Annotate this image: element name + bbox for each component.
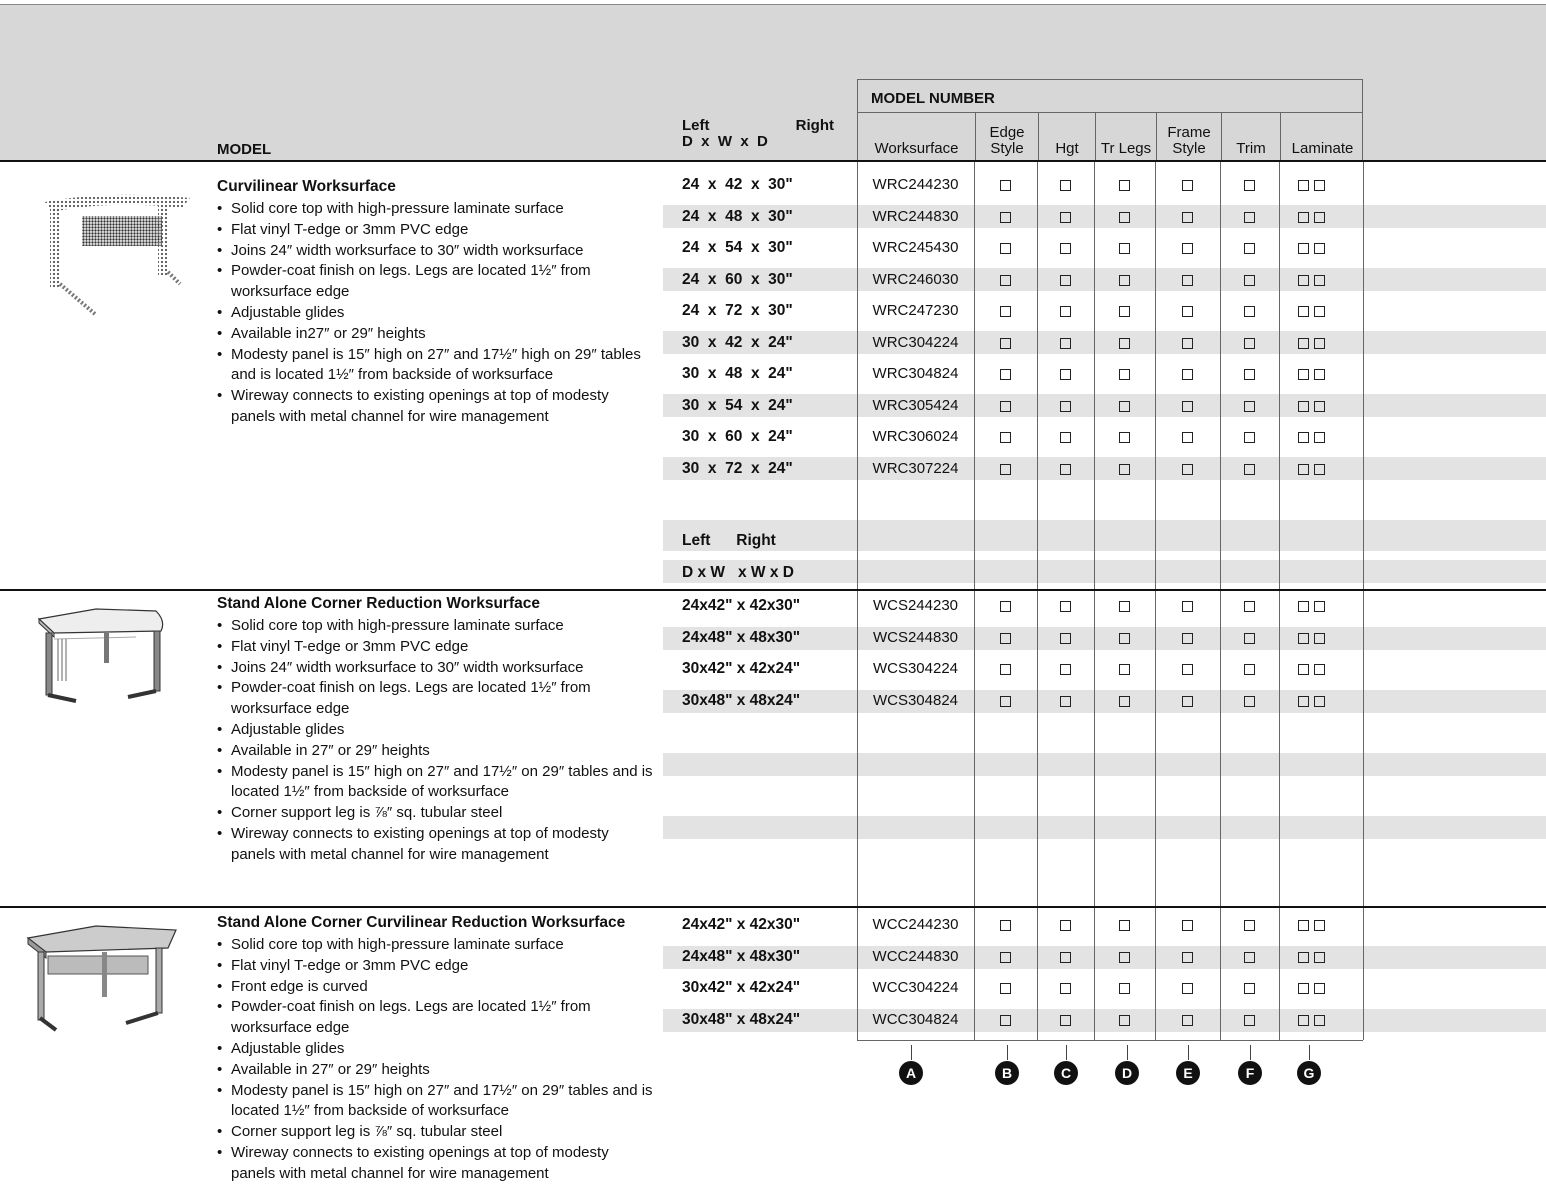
option-checkbox[interactable] [1119,633,1130,644]
laminate-checkbox[interactable] [1298,633,1309,644]
option-checkbox[interactable] [1119,601,1130,612]
option-checkbox[interactable] [1000,1015,1011,1026]
option-checkbox[interactable] [1060,1015,1071,1026]
laminate-checkbox[interactable] [1298,243,1309,254]
dims-right-label: Right [795,117,834,134]
row-stripe [663,331,1546,354]
column-line [1037,160,1038,1040]
option-checkbox[interactable] [1119,952,1130,963]
row-stripe [663,753,1546,776]
option-checkbox[interactable] [1182,180,1193,191]
laminate-checkbox[interactable] [1314,306,1325,317]
laminate-checkbox[interactable] [1314,601,1325,612]
option-checkbox[interactable] [1244,633,1255,644]
model-column-label: MODEL [217,141,272,158]
option-checkbox[interactable] [1000,180,1011,191]
model-number: WRC306024 [872,428,959,445]
option-checkbox[interactable] [1000,983,1011,994]
option-checkbox[interactable] [1000,952,1011,963]
section-title: Stand Alone Corner Reduction Worksurface [217,595,540,612]
option-checkbox[interactable] [1060,664,1071,675]
section-title: Stand Alone Corner Curvilinear Reduction Worksurface [217,914,626,931]
option-checkbox[interactable] [1244,664,1255,675]
option-checkbox[interactable] [1182,1015,1193,1026]
laminate-checkbox[interactable] [1314,369,1325,380]
model-number: WCS304824 [872,692,959,709]
laminate-checkbox[interactable] [1298,401,1309,412]
feature-item: • Corner support leg is ⅞″ sq. tubular steel [217,803,657,824]
feature-item: • Powder-coat finish on legs. Legs are located 1½″ from worksurface edge [217,678,657,720]
option-checkbox[interactable] [1000,369,1011,380]
feature-item: • Powder-coat finish on legs. Legs are located 1½″ from worksurface edge [217,261,657,303]
column-marker-b: B [995,1061,1019,1085]
model-number: WCC304824 [872,1011,959,1028]
laminate-checkbox[interactable] [1298,369,1309,380]
feature-item: • Flat vinyl T-edge or 3mm PVC edge [217,956,657,977]
feature-item: • Adjustable glides [217,1039,657,1060]
dimension-label: 30x48" x 48x24" [682,692,801,709]
dimension-label: 24 x 60 x 30" [682,271,793,288]
feature-item: • Available in27″ or 29″ heights [217,324,657,345]
column-header: Trim [1221,113,1280,161]
row-stripe [663,205,1546,228]
column-line [1363,160,1364,1040]
feature-item: • Wireway connects to existing openings at top of modesty panels with metal channel for wire management [217,824,657,866]
option-checkbox[interactable] [1119,1015,1130,1026]
option-checkbox[interactable] [1244,306,1255,317]
option-checkbox[interactable] [1000,601,1011,612]
feature-item: • Joins 24″ width worksurface to 30″ width worksurface [217,658,657,679]
model-number: WRC307224 [872,460,959,477]
feature-item: • Joins 24″ width worksurface to 30″ width worksurface [217,241,657,262]
row-stripe [663,457,1546,480]
dimension-label: 24x42" x 42x30" [682,597,801,614]
option-checkbox[interactable] [1060,369,1071,380]
section-divider [0,160,1546,162]
dims-formula: D x W x D [682,133,768,150]
option-checkbox[interactable] [1000,696,1011,707]
option-checkbox[interactable] [1000,432,1011,443]
option-checkbox[interactable] [1182,983,1193,994]
column-marker-g: G [1297,1061,1321,1085]
feature-item: • Wireway connects to existing openings at top of modesty panels with metal channel for wire management [217,386,657,428]
column-line [1220,160,1221,1040]
option-checkbox[interactable] [1119,243,1130,254]
laminate-checkbox[interactable] [1314,920,1325,931]
option-checkbox[interactable] [1119,306,1130,317]
option-checkbox[interactable] [1060,338,1071,349]
feature-item: • Modesty panel is 15″ high on 27″ and 17½″ on 29″ tables and is located 1½″ from backside of worksurface [217,762,657,804]
feature-item: • Solid core top with high-pressure laminate surface [217,199,657,220]
option-checkbox[interactable] [1060,601,1071,612]
feature-item: • Flat vinyl T-edge or 3mm PVC edge [217,637,657,658]
column-marker-a: A [899,1061,923,1085]
option-checkbox[interactable] [1060,306,1071,317]
laminate-checkbox[interactable] [1314,212,1325,223]
laminate-checkbox[interactable] [1314,983,1325,994]
marker-tick [1250,1045,1251,1060]
row-stripe [663,394,1546,417]
laminate-checkbox[interactable] [1298,664,1309,675]
feature-item: • Powder-coat finish on legs. Legs are located 1½″ from worksurface edge [217,997,657,1039]
dimension-label: 30x42" x 42x24" [682,979,801,996]
feature-list [217,199,657,428]
option-checkbox[interactable] [1182,338,1193,349]
dimension-label: 30 x 42 x 24" [682,334,793,351]
option-checkbox[interactable] [1119,212,1130,223]
column-line [974,160,975,1040]
laminate-checkbox[interactable] [1314,275,1325,286]
option-checkbox[interactable] [1060,243,1071,254]
feature-item: • Modesty panel is 15″ high on 27″ and 17½″ on 29″ tables and is located 1½″ from backside of worksurface [217,1081,657,1123]
option-checkbox[interactable] [1244,920,1255,931]
marker-tick [1309,1045,1310,1060]
option-checkbox[interactable] [1182,952,1193,963]
column-header: Edge Style [975,113,1038,161]
feature-item: • Wireway connects to existing openings at top of modesty panels with metal channel for wire management [217,1143,657,1185]
model-number: WRC244230 [872,176,959,193]
dimension-label: 24 x 48 x 30" [682,208,793,225]
option-checkbox[interactable] [1182,633,1193,644]
option-checkbox[interactable] [1244,983,1255,994]
feature-list [217,616,657,866]
marker-tick [1127,1045,1128,1060]
section-title: Curvilinear Worksurface [217,178,396,195]
laminate-checkbox[interactable] [1314,1015,1325,1026]
dimension-label: 24x48" x 48x30" [682,948,801,965]
dims-subheader-formula: D x W x W x D [682,564,794,581]
option-checkbox[interactable] [1060,180,1071,191]
column-headers [857,112,1363,160]
column-line [1155,160,1156,1040]
option-checkbox[interactable] [1244,212,1255,223]
column-line [1279,160,1280,1040]
column-header: Hgt [1038,113,1095,161]
dimension-label: 24x42" x 42x30" [682,916,801,933]
option-checkbox[interactable] [1182,275,1193,286]
row-stripe [663,528,1546,551]
laminate-checkbox[interactable] [1298,1015,1309,1026]
option-checkbox[interactable] [1000,275,1011,286]
option-checkbox[interactable] [1000,243,1011,254]
column-header: Frame Style [1156,113,1221,161]
section-divider [0,589,1546,591]
option-checkbox[interactable] [1000,920,1011,931]
table-bottom-line [857,1040,1363,1041]
column-header: Worksurface [874,140,959,157]
column-marker-d: D [1115,1061,1139,1085]
dimension-label: 30 x 72 x 24" [682,460,793,477]
column-header: Tr Legs [1095,113,1156,161]
option-checkbox[interactable] [1244,180,1255,191]
section-divider [0,906,1546,908]
feature-item: • Front edge is curved [217,977,657,998]
laminate-checkbox[interactable] [1314,633,1325,644]
model-number: WRC246030 [872,271,959,288]
feature-item: • Available in 27″ or 29″ heights [217,1060,657,1081]
corner-reduction-worksurface-image [36,601,186,706]
option-checkbox[interactable] [1119,275,1130,286]
model-number: WCS304224 [872,660,959,677]
option-checkbox[interactable] [1182,696,1193,707]
laminate-checkbox[interactable] [1298,983,1309,994]
curvilinear-worksurface-image [40,184,195,319]
option-checkbox[interactable] [1119,696,1130,707]
option-checkbox[interactable] [1244,432,1255,443]
laminate-checkbox[interactable] [1314,952,1325,963]
marker-tick [1188,1045,1189,1060]
model-number: WCC304224 [872,979,959,996]
option-checkbox[interactable] [1244,1015,1255,1026]
model-number: WCC244830 [872,948,959,965]
dimension-label: 30x48" x 48x24" [682,1011,801,1028]
option-checkbox[interactable] [1060,212,1071,223]
dimensions-header [682,118,834,150]
option-checkbox[interactable] [1244,243,1255,254]
model-number: WRC247230 [872,302,959,319]
model-number: WRC245430 [872,239,959,256]
option-checkbox[interactable] [1000,664,1011,675]
model-number: WRC305424 [872,397,959,414]
feature-item: • Corner support leg is ⅞″ sq. tubular steel [217,1122,657,1143]
feature-item: • Adjustable glides [217,720,657,741]
option-checkbox[interactable] [1182,432,1193,443]
laminate-checkbox[interactable] [1314,338,1325,349]
marker-tick [1007,1045,1008,1060]
option-checkbox[interactable] [1000,401,1011,412]
option-checkbox[interactable] [1000,464,1011,475]
column-marker-c: C [1054,1061,1078,1085]
dimension-label: 30 x 48 x 24" [682,365,793,382]
model-number-label: MODEL NUMBER [871,90,995,107]
feature-item: • Solid core top with high-pressure laminate surface [217,616,657,637]
dims-left-label: Left [682,117,710,134]
row-stripe [663,560,1546,583]
option-checkbox[interactable] [1060,696,1071,707]
feature-item: • Modesty panel is 15″ high on 27″ and 17½″ high on 29″ tables and is located 1½″ from backside of worksurface [217,345,657,387]
dimension-label: 24x48" x 48x30" [682,629,801,646]
laminate-checkbox[interactable] [1314,432,1325,443]
option-checkbox[interactable] [1000,633,1011,644]
option-checkbox[interactable] [1182,212,1193,223]
laminate-checkbox[interactable] [1298,464,1309,475]
option-checkbox[interactable] [1182,401,1193,412]
option-checkbox[interactable] [1060,275,1071,286]
model-number: WCS244830 [872,629,959,646]
option-checkbox[interactable] [1244,369,1255,380]
dimension-label: 24 x 42 x 30" [682,176,793,193]
model-number: WRC244830 [872,208,959,225]
corner-curvilinear-reduction-worksurface-image [26,918,186,1033]
option-checkbox[interactable] [1182,664,1193,675]
option-checkbox[interactable] [1244,401,1255,412]
option-checkbox[interactable] [1060,983,1071,994]
option-checkbox[interactable] [1060,633,1071,644]
row-stripe [663,816,1546,839]
dimension-label: 30x42" x 42x24" [682,660,801,677]
column-header: Laminate [1280,113,1364,161]
model-number: WRC304224 [872,334,959,351]
dimension-label: 24 x 54 x 30" [682,239,793,256]
model-number: WRC304824 [872,365,959,382]
laminate-checkbox[interactable] [1298,275,1309,286]
column-marker-f: F [1238,1061,1262,1085]
marker-tick [911,1045,912,1060]
option-checkbox[interactable] [1119,369,1130,380]
option-checkbox[interactable] [1119,464,1130,475]
option-checkbox[interactable] [1244,952,1255,963]
marker-tick [1066,1045,1067,1060]
column-line [1094,160,1095,1040]
feature-item: • Solid core top with high-pressure laminate surface [217,935,657,956]
laminate-checkbox[interactable] [1314,243,1325,254]
option-checkbox[interactable] [1244,601,1255,612]
laminate-checkbox[interactable] [1314,180,1325,191]
laminate-checkbox[interactable] [1298,212,1309,223]
model-number-header [857,79,1363,113]
option-checkbox[interactable] [1244,338,1255,349]
option-checkbox[interactable] [1182,601,1193,612]
laminate-checkbox[interactable] [1298,601,1309,612]
option-checkbox[interactable] [1060,920,1071,931]
laminate-checkbox[interactable] [1314,464,1325,475]
option-checkbox[interactable] [1060,401,1071,412]
option-checkbox[interactable] [1060,464,1071,475]
model-number: WCC244230 [872,916,959,933]
row-stripe [663,268,1546,291]
option-checkbox[interactable] [1000,306,1011,317]
laminate-checkbox[interactable] [1314,696,1325,707]
laminate-checkbox[interactable] [1314,401,1325,412]
dimension-label: 24 x 72 x 30" [682,302,793,319]
laminate-checkbox[interactable] [1298,338,1309,349]
dimension-label: 30 x 54 x 24" [682,397,793,414]
option-checkbox[interactable] [1000,338,1011,349]
laminate-checkbox[interactable] [1298,432,1309,443]
option-checkbox[interactable] [1119,338,1130,349]
option-checkbox[interactable] [1119,180,1130,191]
feature-item: • Adjustable glides [217,303,657,324]
option-checkbox[interactable] [1244,275,1255,286]
option-checkbox[interactable] [1060,952,1071,963]
option-checkbox[interactable] [1119,401,1130,412]
dims-subheader-left-right: Left Right [682,532,776,549]
option-checkbox[interactable] [1119,432,1130,443]
option-checkbox[interactable] [1182,369,1193,380]
laminate-checkbox[interactable] [1298,952,1309,963]
option-checkbox[interactable] [1060,432,1071,443]
laminate-checkbox[interactable] [1298,696,1309,707]
option-checkbox[interactable] [1182,920,1193,931]
option-checkbox[interactable] [1182,243,1193,254]
option-checkbox[interactable] [1244,464,1255,475]
option-checkbox[interactable] [1119,664,1130,675]
option-checkbox[interactable] [1119,983,1130,994]
column-marker-e: E [1176,1061,1200,1085]
feature-item: • Flat vinyl T-edge or 3mm PVC edge [217,220,657,241]
option-checkbox[interactable] [1119,920,1130,931]
dimension-label: 30 x 60 x 24" [682,428,793,445]
laminate-checkbox[interactable] [1298,920,1309,931]
feature-list [217,935,657,1185]
option-checkbox[interactable] [1000,212,1011,223]
laminate-checkbox[interactable] [1298,180,1309,191]
laminate-checkbox[interactable] [1298,306,1309,317]
option-checkbox[interactable] [1182,306,1193,317]
option-checkbox[interactable] [1244,696,1255,707]
model-number: WCS244230 [872,597,959,614]
feature-item: • Available in 27″ or 29″ heights [217,741,657,762]
option-checkbox[interactable] [1182,464,1193,475]
laminate-checkbox[interactable] [1314,664,1325,675]
